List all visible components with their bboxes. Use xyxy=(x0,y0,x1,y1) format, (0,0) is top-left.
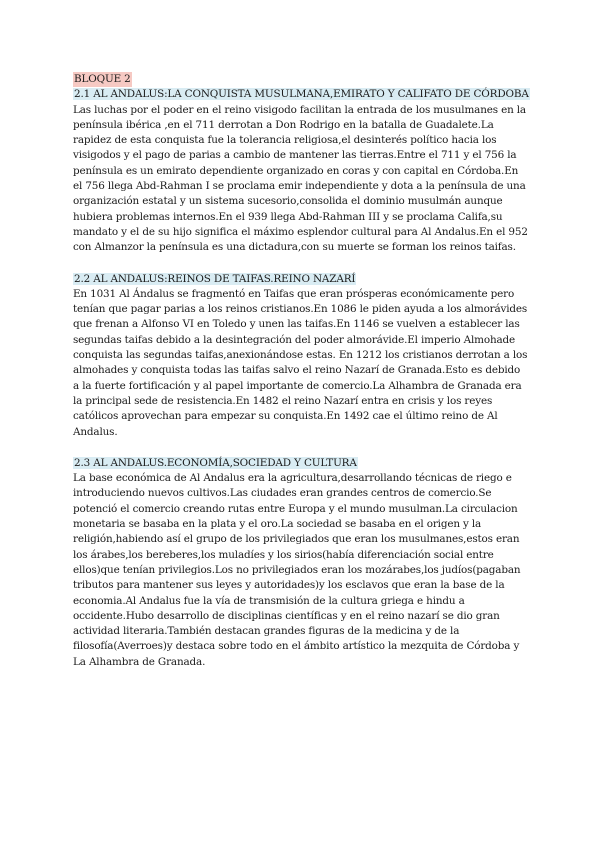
document-page xyxy=(73,72,529,670)
section-heading: 2.3 AL ANDALUS.ECONOMÍA,SOCIEDAD Y CULTURA xyxy=(74,456,357,469)
section-heading: 2.2 AL ANDALUS:REINOS DE TAIFAS.REINO NAZARÍ xyxy=(74,272,356,285)
section-2-2 xyxy=(73,272,529,440)
section-body: Las luchas por el poder en el reino visigodo facilitan la entrada de los musulmanes en la península ibérica ,en el 711 derrotan a Don Rodrigo en la batalla de Guadalete.La rapidez de esta conquista fue la tolerancia religiosa,el desinterés político hacia los visigodos y el pago de parias a cambio de mantener las tierras.Entre el 711 y el 756 la península es un emirato dependiente organizado en coras y con capital en Córdoba.En el 756 llega Abd-Rahman I se proclama emir independiente y dota a la península de una organización estatal y un sistema sucesorio,consolida el dominio musulmán aunque hubiera problemas internos.En el 939 llega Abd-Rahman III y se proclama Califa,su mandato y el de su hijo significa el máximo esplendor cultural para Al Andalus.En el 952 con Almanzor la península es una dictadura,con su muerte se forman los reinos taifas. xyxy=(73,103,528,254)
section-body: En 1031 Al Ándalus se fragmentó en Taifas que eran prósperas económicamente pero tenían que pagar parias a los reinos cristianos.En 1086 le piden ayuda a los almorávides que frenan a Alfonso VI en Toledo y unen las taifas.En 1146 se vuelven a establecer las segundas taifas debido a la desintegración del poder almorávide.El imperio Almohade conquista las segundas taifas,anexionándose estas. En 1212 los cristianos derrotan a los almohades y conquista todas las taifas salvo el reino Nazarí de Granada.Esto es debido a la fuerte fortificación y al papel importante de comercio.La Alhambra de Granada era la principal sede de resistencia.En 1482 el reino Nazarí entra en crisis y los reyes católicos aprovechan para empezar su conquista.En 1492 cae el último reino de Al Andalus. xyxy=(73,287,528,438)
bloque-title xyxy=(73,72,529,87)
section-body: La base económica de Al Andalus era la agricultura,desarrollando técnicas de riego e introduciendo nuevos cultivos.Las ciudades eran grandes centros de comercio.Se potenció el comercio creando rutas entre Europa y el mundo musulman.La circulacion monetaria se basaba en la plata y el oro.La sociedad se basaba en el origen y la religión,habiendo así el grupo de los privilegiados que eran los musulmanes,estos eran los árabes,los bereberes,los muladíes y los sirios(había diferenciación social entre ellos)que tenían privilegios.Los no privilegiados eran los mozárabes,los judíos(pagaban tributos para mantener sus leyes y autoridades)y los esclavos que eran la base de la economia.Al Andalus fue la vía de transmisión de la cultura griega e hindu a occidente.Hubo desarrollo de disciplinas científicas y en el reino nazarí se dio gran actividad literaria.También destacan grandes figuras de la medicina y de la filosofía(Averroes)y destaca sobre todo en el ámbito artístico la mezquita de Córdoba y La Alhambra de Granada. xyxy=(73,472,521,668)
section-2-1 xyxy=(73,87,529,255)
section-2-3 xyxy=(73,456,529,670)
bloque-label: BLOQUE 2 xyxy=(73,72,132,87)
section-heading: 2.1 AL ANDALUS:LA CONQUISTA MUSULMANA,EMIRATO Y CALIFATO DE CÓRDOBA xyxy=(74,88,529,101)
